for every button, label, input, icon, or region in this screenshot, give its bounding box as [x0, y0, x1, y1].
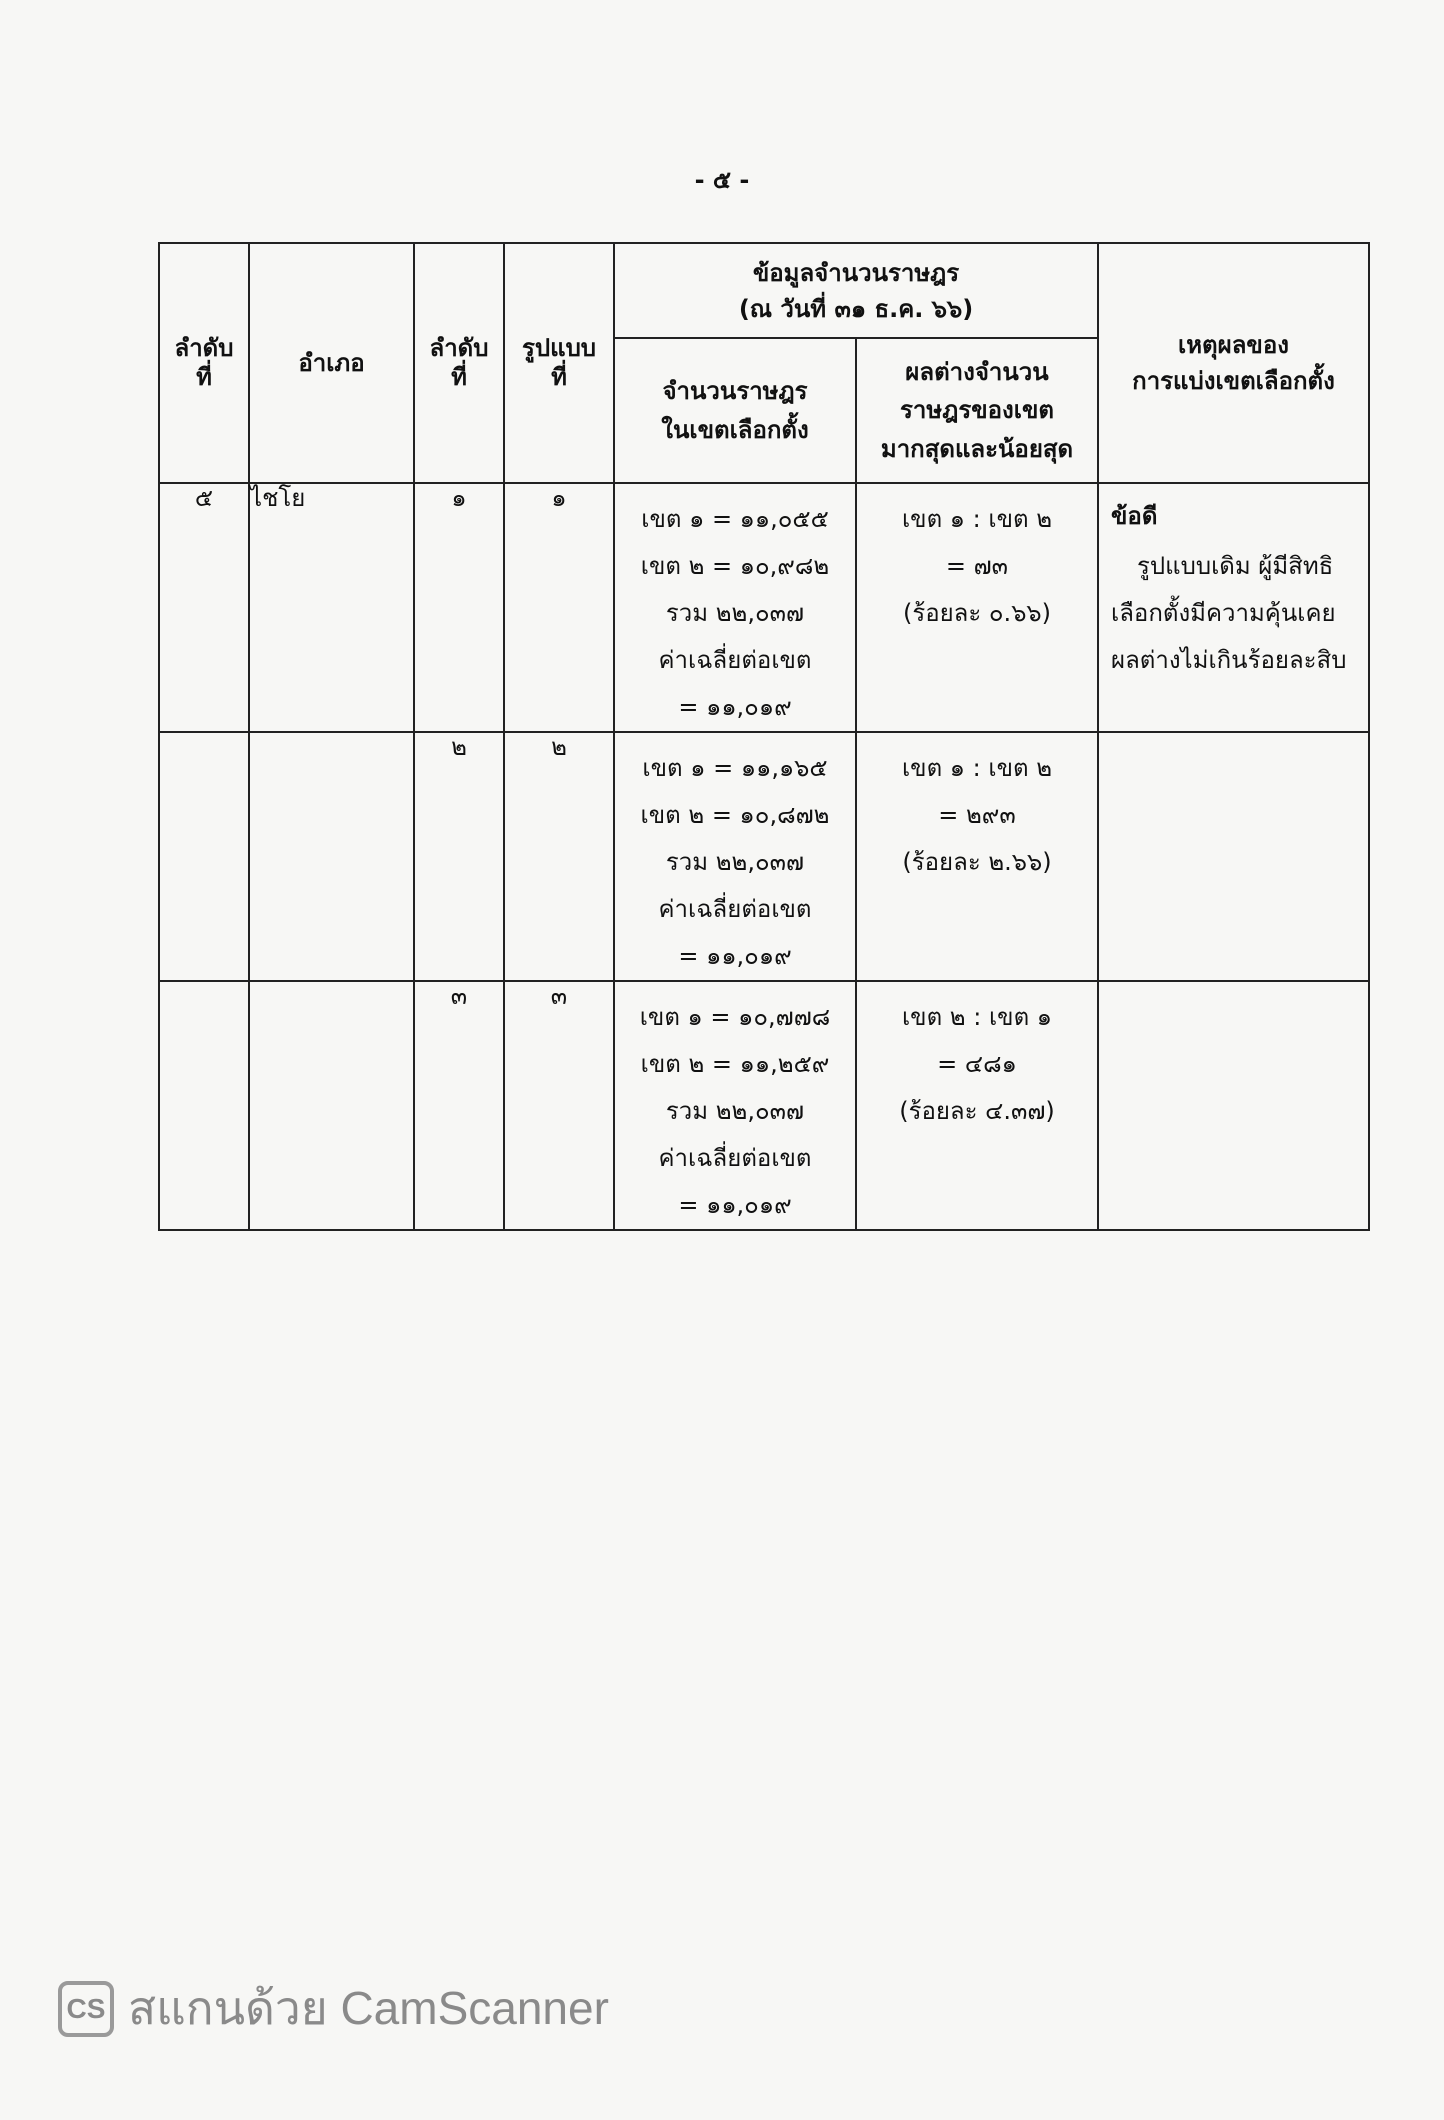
watermark-text: สแกนด้วย CamScanner	[128, 1982, 609, 2034]
reason-title	[1111, 745, 1360, 792]
difference-line: (ร้อยละ ๐.๖๖)	[902, 599, 1052, 627]
cell-seq	[159, 981, 249, 1230]
population-line: = ๑๑,๐๑๙	[678, 942, 792, 970]
population-line: รวม ๒๒,๐๓๗	[665, 599, 805, 627]
reason-text: รูปแบบเดิม ผู้มีสิทธิเลือกตั้งมีความคุ้นเคย ผลต่างไม่เกินร้อยละสิบ	[1111, 552, 1347, 674]
cell-pattern: ๑	[504, 483, 614, 732]
population-line: เขต ๑ = ๑๑,๑๖๕	[642, 754, 828, 782]
population-line: เขต ๒ = ๑๑,๒๕๙	[640, 1050, 830, 1078]
cell-reason	[1098, 483, 1369, 732]
district-table	[158, 242, 1370, 1231]
difference-line: = ๗๓	[945, 552, 1009, 580]
population-line: = ๑๑,๐๑๙	[678, 1191, 792, 1219]
reason-title: ข้อดี	[1111, 502, 1158, 530]
difference-line: = ๒๙๓	[938, 801, 1016, 829]
difference-line: เขต ๒ : เขต ๑	[901, 1003, 1053, 1031]
population-line: เขต ๑ = ๑๑,๐๕๕	[641, 505, 829, 533]
header-order: ลำดับ ที่	[414, 243, 504, 483]
cell-difference	[856, 483, 1098, 732]
cell-population	[614, 732, 856, 981]
cell-pattern: ๒	[504, 732, 614, 981]
cell-seq: ๕	[159, 483, 249, 732]
cell-district	[249, 732, 414, 981]
table-row	[159, 732, 1369, 981]
cell-reason	[1098, 732, 1369, 981]
camscanner-watermark	[58, 1972, 609, 2045]
header-pattern: รูปแบบ ที่	[504, 243, 614, 483]
population-line: รวม ๒๒,๐๓๗	[665, 848, 805, 876]
cell-difference	[856, 981, 1098, 1230]
header-seq: ลำดับ ที่	[159, 243, 249, 483]
difference-line: = ๔๘๑	[937, 1050, 1017, 1078]
cell-population	[614, 483, 856, 732]
population-line: รวม ๒๒,๐๓๗	[665, 1097, 805, 1125]
cell-order: ๑	[414, 483, 504, 732]
difference-line: เขต ๑ : เขต ๒	[901, 505, 1053, 533]
population-line: เขต ๒ = ๑๐,๘๗๒	[640, 801, 830, 829]
cell-order: ๒	[414, 732, 504, 981]
cell-order: ๓	[414, 981, 504, 1230]
reason-title	[1111, 994, 1360, 1041]
header-reason: เหตุผลของ การแบ่งเขตเลือกตั้ง	[1098, 243, 1369, 483]
camscanner-logo-icon: CS	[58, 1981, 114, 2037]
difference-line: (ร้อยละ ๒.๖๖)	[902, 848, 1052, 876]
table-row	[159, 483, 1369, 732]
population-line: ค่าเฉลี่ยต่อเขต	[658, 895, 812, 923]
population-line: ค่าเฉลี่ยต่อเขต	[658, 646, 812, 674]
difference-line: (ร้อยละ ๔.๓๗)	[899, 1097, 1055, 1125]
population-line: = ๑๑,๐๑๙	[678, 693, 792, 721]
cell-population	[614, 981, 856, 1230]
cell-reason	[1098, 981, 1369, 1230]
header-district: อำเภอ	[249, 243, 414, 483]
table-row	[159, 981, 1369, 1230]
population-line: เขต ๑ = ๑๐,๗๗๘	[639, 1003, 831, 1031]
header-population-info: ข้อมูลจำนวนราษฎร (ณ วันที่ ๓๑ ธ.ค. ๖๖)	[614, 243, 1098, 338]
cell-difference	[856, 732, 1098, 981]
population-line: เขต ๒ = ๑๐,๙๘๒	[640, 552, 830, 580]
cell-seq	[159, 732, 249, 981]
cell-district: ไชโย	[249, 483, 414, 732]
header-difference: ผลต่างจำนวน ราษฎรของเขต มากสุดและน้อยสุด	[856, 338, 1098, 483]
difference-line: เขต ๑ : เขต ๒	[901, 754, 1053, 782]
header-population-in-zone: จำนวนราษฎร ในเขตเลือกตั้ง	[614, 338, 856, 483]
cell-pattern: ๓	[504, 981, 614, 1230]
population-line: ค่าเฉลี่ยต่อเขต	[658, 1144, 812, 1172]
cell-district	[249, 981, 414, 1230]
page-number: - ๕ -	[694, 166, 750, 194]
